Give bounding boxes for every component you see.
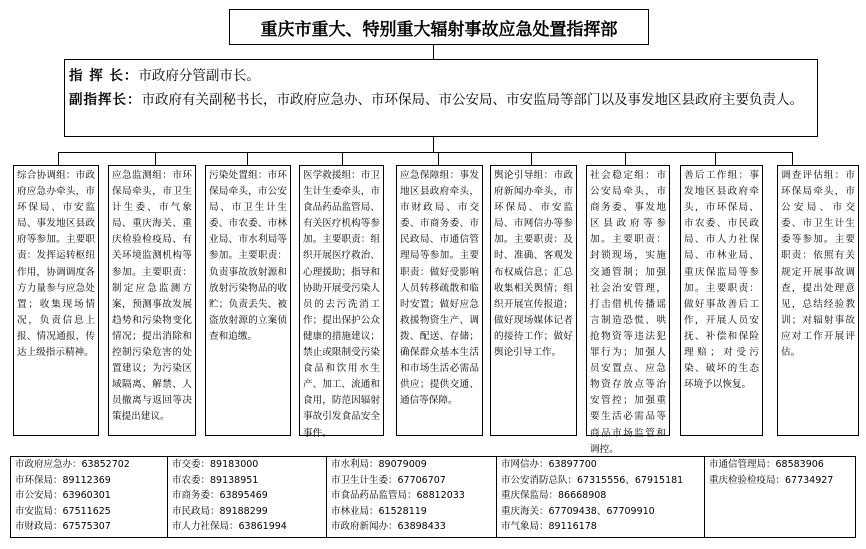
group-aftermath: 善后工作组：事发地区县政府牵头，市环保局、市农委、市民政局、市人力社保局、市林业局、重庆保监局等参加。主要职责：做好事故善后工作，开展人员安抚、补偿和保险理赔；对受污染、破坏的生态环境予以恢复。 xyxy=(680,165,763,436)
contacts-table xyxy=(10,456,856,538)
deputy-commander-text: 市政府有关副秘书长，市政府应急办、市环保局、市公安局、市安监局等部门以及事发地区县政府主要负责人。 xyxy=(141,92,803,108)
contact-entry: 市财政局：67575307 xyxy=(15,521,111,533)
contact-entry: 市政府新闻办：63898433 xyxy=(331,521,446,533)
contact-entry: 市公安消防总队：67315556、67915181 xyxy=(501,474,684,486)
group-pollution-disposal: 污染处置组：市环保局牵头，市公安局、市卫生计生委、市农委、市林业局、市水利局等参加。主要职责：负责事故放射源和放射污染物品的收贮；负责丢失、被盗放射源的立案侦查和追缴。 xyxy=(205,165,291,436)
drop-line-8 xyxy=(715,152,716,165)
command-title-box xyxy=(229,9,649,45)
contacts-column-3 xyxy=(327,457,497,537)
group-emergency-support: 应急保障组：事发地区县政府牵头，市财政局、市交委、市商务委、市民政局、市通信管理局等参加。主要职责：做好受影响人员转移疏散和临时安置；做好应急救援物资生产、调拨、配送、存储；确保群众基本生活和市场生活必需品供应；提供交通、通信等保障。 xyxy=(396,165,483,436)
contact-entry: 市商务委：63895469 xyxy=(172,490,268,502)
contacts-column-4 xyxy=(497,457,705,537)
contact-entry: 市食品药品监管局：68812033 xyxy=(331,490,465,502)
group-public-opinion: 舆论引导组：市政府新闻办牵头，市环保局、市安监局、市网信办等参加。主要职责：及时、准确、客观发布权威信息；汇总收集相关舆情；组织开展宣传报道；做好现场媒体记者的接待工作；做好舆论引导工作。 xyxy=(490,165,577,436)
deputy-commander-label: 副指挥长： xyxy=(69,92,142,108)
contacts-column-1 xyxy=(11,457,168,537)
contact-entry: 市林业局：61528119 xyxy=(331,505,427,517)
horizontal-bus-line xyxy=(58,152,792,153)
group-social-stability: 社会稳定组：市公安局牵头，市商务委、事发地区县政府等参加。主要职责：封锁现场，实施交通管制；加强社会治安管理，打击借机传播谣言制造恐慌、哄抢物资等违法犯罪行为；加强人员安置点、应急物资存放点等治安管控；加强重要生活必需品等商品市场监管和调控。 xyxy=(586,165,670,436)
contact-entry: 市卫生计生委：67706707 xyxy=(331,474,446,486)
connector-title-leaders xyxy=(433,45,434,59)
contact-entry: 重庆保监局：86668908 xyxy=(501,490,607,502)
contact-entry: 重庆检验检疫局：67734927 xyxy=(709,474,834,486)
contact-entry: 市网信办：63897700 xyxy=(501,459,597,470)
contact-entry: 市通信管理局：68583906 xyxy=(709,459,824,470)
group-emergency-monitoring: 应急监测组：市环保局牵头，市卫生计生委、市气象局、重庆海关、重庆检验检疫局、有关环境监测机构等参加。主要职责：制定应急监测方案，预测事故发展趋势和污染物变化情况；提出消除和控制污染危害的处置建议；为污染区域隔离、解禁、人员撤离与返回等决策提出建议。 xyxy=(108,165,196,436)
contact-entry: 市民政局：89188299 xyxy=(172,505,268,517)
drop-line-7 xyxy=(625,152,626,165)
contact-entry: 市气象局：89116178 xyxy=(501,521,597,533)
drop-line-5 xyxy=(438,152,439,165)
connector-leaders-bus xyxy=(433,137,434,152)
command-title: 重庆市重大、特别重大辐射事故应急处置指挥部 xyxy=(260,19,618,40)
drop-line-4 xyxy=(342,152,343,165)
leaders-box xyxy=(64,59,818,137)
contact-entry: 市人力社保局：63861994 xyxy=(172,521,287,533)
drop-line-9 xyxy=(792,152,793,165)
contact-entry: 市交委：89183000 xyxy=(172,459,259,470)
contact-entry: 市环保局：89112369 xyxy=(15,474,111,486)
contact-entry: 市安监局：67511625 xyxy=(15,505,111,517)
group-coordination: 综合协调组：市政府应急办牵头，市环保局、市安监局、事发地区县政府等参加。主要职责：发挥运转枢纽作用，协调调度各方力量参与应急处置；收集现场情况，负责信息上报、情况通报，传达上级指示精神。 xyxy=(13,165,99,436)
commander-text: 市政府分管副市长。 xyxy=(138,68,260,84)
contact-entry: 重庆海关：67709438、67709910 xyxy=(501,505,655,517)
contact-entry: 市政府应急办：63852702 xyxy=(15,459,130,470)
deputy-commander-row xyxy=(69,88,813,112)
contacts-column-5 xyxy=(705,457,855,537)
commander-label: 指 挥 长： xyxy=(69,68,139,84)
drop-line-1 xyxy=(58,152,59,165)
commander-row xyxy=(69,64,813,88)
drop-line-6 xyxy=(531,152,532,165)
group-investigation: 调查评估组：市环保局牵头，市公安局、市交委、市卫生计生委等参加。主要职责：依照有关规定开展事故调查，提出处理意见，总结经验教训；对辐射事故应对工作开展评估。 xyxy=(777,165,859,436)
group-medical-rescue: 医学救援组：市卫生计生委牵头，市食品药品监管局、有关医疗机构等参加。主要职责：组织开展医疗救治、心理援助；指导和协助开展受污染人员的去污洗消工作；提出保护公众健康的措施建议；禁止或限制受污染食品和饮用水生产、加工、流通和食用，防范因辐射事故引发食品安全事件。 xyxy=(299,165,384,436)
contact-entry: 市公安局：63960301 xyxy=(15,490,111,502)
contact-entry: 市水利局：89079009 xyxy=(331,459,427,470)
drop-line-2 xyxy=(155,152,156,165)
contact-entry: 市农委：89138951 xyxy=(172,474,259,486)
drop-line-3 xyxy=(247,152,248,165)
contacts-column-2 xyxy=(168,457,327,537)
